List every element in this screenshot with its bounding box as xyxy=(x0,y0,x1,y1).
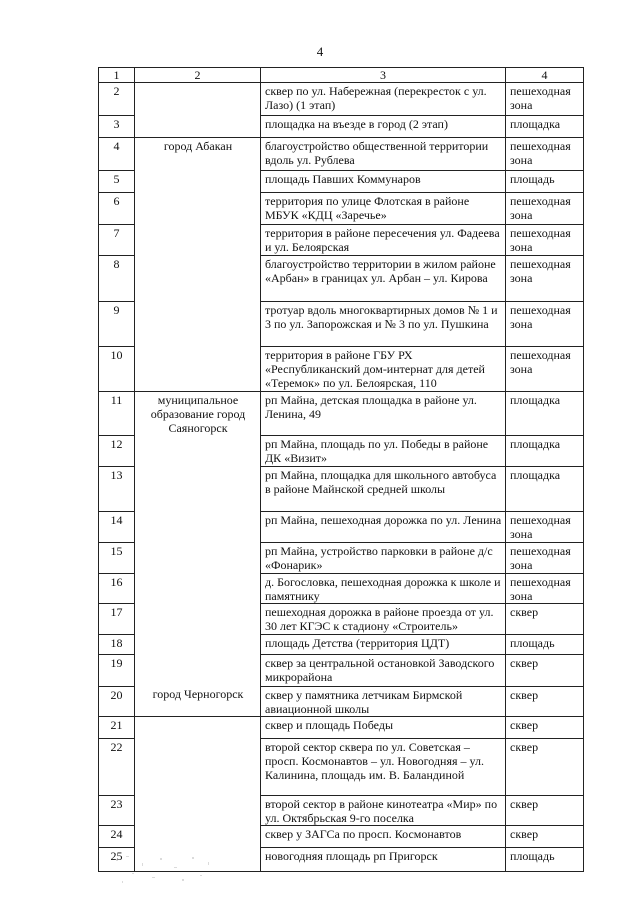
table-row xyxy=(99,466,584,511)
row-type: пешеходная зона xyxy=(506,542,584,573)
row-type: пешеходная зона xyxy=(506,302,584,347)
row-description: территория в районе ГБУ РХ «Республиканский дом-интернат для детей «Теремок» по ул. Белоярская, 110 xyxy=(261,347,506,392)
header-col-1: 1 xyxy=(99,68,135,83)
objects-table xyxy=(98,67,584,872)
row-description: рп Майна, детская площадка в районе ул. Ленина, 49 xyxy=(261,392,506,436)
table-row xyxy=(99,654,584,686)
row-type: площадь xyxy=(506,634,584,654)
row-number: 19 xyxy=(99,654,135,686)
row-description: рп Майна, площадь по ул. Победы в районе ДК «Визит» xyxy=(261,435,506,466)
row-description: второй сектор в районе кинотеатра «Мир» по ул. Октябрьская 9-го поселка xyxy=(261,795,506,825)
row-type: пешеходная зона xyxy=(506,193,584,225)
row-type: сквер xyxy=(506,654,584,686)
row-description: сквер у памятника летчикам Бирмской авиационной школы xyxy=(261,686,506,716)
row-location xyxy=(135,542,261,573)
table-row xyxy=(99,511,584,542)
row-location xyxy=(135,193,261,225)
row-number: 17 xyxy=(99,603,135,634)
row-number: 3 xyxy=(99,116,135,138)
row-description: территория в районе пересечения ул. Фадеева и ул. Белоярская xyxy=(261,225,506,256)
row-description: новогодняя площадь рп Пригорск xyxy=(261,847,506,871)
table-row xyxy=(99,193,584,225)
table-body xyxy=(99,83,584,872)
table-row xyxy=(99,225,584,256)
row-number: 2 xyxy=(99,83,135,116)
table-row xyxy=(99,392,584,436)
row-description: благоустройство общественной территории вдоль ул. Рублева xyxy=(261,138,506,171)
header-row xyxy=(99,68,584,83)
row-number: 23 xyxy=(99,795,135,825)
table-row xyxy=(99,573,584,603)
table-row xyxy=(99,435,584,466)
row-location: муниципальное образование город Саяногорск xyxy=(135,392,261,436)
row-number: 7 xyxy=(99,225,135,256)
row-location xyxy=(135,573,261,603)
row-location: город Абакан xyxy=(135,138,261,171)
row-type: сквер xyxy=(506,716,584,738)
row-location xyxy=(135,634,261,654)
row-description: пешеходная дорожка в районе проезда от ул. 30 лет КГЭС к стадиону «Строитель» xyxy=(261,603,506,634)
row-location xyxy=(135,466,261,511)
row-number: 4 xyxy=(99,138,135,171)
table-row xyxy=(99,603,584,634)
row-description: сквер у ЗАГСа по просп. Космонавтов xyxy=(261,825,506,847)
table-row xyxy=(99,256,584,302)
row-number: 18 xyxy=(99,634,135,654)
row-type: сквер xyxy=(506,738,584,795)
row-type: площадка xyxy=(506,392,584,436)
header-col-3: 3 xyxy=(261,68,506,83)
row-number: 25 xyxy=(99,847,135,871)
row-type: пешеходная зона xyxy=(506,225,584,256)
row-description: второй сектор сквера по ул. Советская – просп. Космонавтов – ул. Новогодняя – ул. Калинина, площадь им. В. Баландиной xyxy=(261,738,506,795)
table-row xyxy=(99,138,584,171)
row-type: сквер xyxy=(506,603,584,634)
row-type: площадка xyxy=(506,435,584,466)
table-row xyxy=(99,795,584,825)
header-col-2: 2 xyxy=(135,68,261,83)
row-type: пешеходная зона xyxy=(506,256,584,302)
row-location: город Черногорск xyxy=(135,686,261,716)
table-row xyxy=(99,738,584,795)
header-col-4: 4 xyxy=(506,68,584,83)
table-row xyxy=(99,302,584,347)
row-type: площадка xyxy=(506,116,584,138)
row-description: благоустройство территории в жилом районе «Арбан» в границах ул. Арбан – ул. Кирова xyxy=(261,256,506,302)
row-type: площадь xyxy=(506,847,584,871)
row-location xyxy=(135,654,261,686)
row-description: д. Богословка, пешеходная дорожка к школе и памятнику xyxy=(261,573,506,603)
row-location xyxy=(135,511,261,542)
row-type: сквер xyxy=(506,825,584,847)
row-type: площадь xyxy=(506,171,584,193)
row-number: 15 xyxy=(99,542,135,573)
row-description: сквер по ул. Набережная (перекресток с ул. Лазо) (1 этап) xyxy=(261,83,506,116)
row-location xyxy=(135,738,261,795)
table-row xyxy=(99,347,584,392)
row-type: пешеходная зона xyxy=(506,138,584,171)
row-location xyxy=(135,825,261,847)
row-description: сквер и площадь Победы xyxy=(261,716,506,738)
row-location xyxy=(135,347,261,392)
row-description: рп Майна, устройство парковки в районе д/с «Фонарик» xyxy=(261,542,506,573)
row-location xyxy=(135,171,261,193)
row-number: 14 xyxy=(99,511,135,542)
row-number: 9 xyxy=(99,302,135,347)
row-type: пешеходная зона xyxy=(506,573,584,603)
row-number: 24 xyxy=(99,825,135,847)
page-number: 4 xyxy=(316,44,324,59)
row-number: 13 xyxy=(99,466,135,511)
table-row xyxy=(99,116,584,138)
row-type: пешеходная зона xyxy=(506,511,584,542)
row-location xyxy=(135,116,261,138)
table-row xyxy=(99,634,584,654)
row-number: 6 xyxy=(99,193,135,225)
row-description: площадка на въезде в город (2 этап) xyxy=(261,116,506,138)
scan-stamp-residue xyxy=(112,853,222,887)
row-location xyxy=(135,716,261,738)
table-row xyxy=(99,825,584,847)
row-description: рп Майна, пешеходная дорожка по ул. Ленина xyxy=(261,511,506,542)
row-description: площадь Детства (территория ЦДТ) xyxy=(261,634,506,654)
row-description: территория по улице Флотская в районе МБУК «КДЦ «Заречье» xyxy=(261,193,506,225)
row-location xyxy=(135,795,261,825)
row-description: сквер за центральной остановкой Заводского микрорайона xyxy=(261,654,506,686)
row-number: 21 xyxy=(99,716,135,738)
row-location xyxy=(135,225,261,256)
row-location xyxy=(135,256,261,302)
row-number: 22 xyxy=(99,738,135,795)
table-row xyxy=(99,686,584,716)
row-number: 10 xyxy=(99,347,135,392)
table-row xyxy=(99,542,584,573)
row-number: 16 xyxy=(99,573,135,603)
row-description: тротуар вдоль многоквартирных домов № 1 и 3 по ул. Запорожская и № 3 по ул. Пушкина xyxy=(261,302,506,347)
row-number: 8 xyxy=(99,256,135,302)
table-row xyxy=(99,716,584,738)
row-number: 5 xyxy=(99,171,135,193)
row-description: площадь Павших Коммунаров xyxy=(261,171,506,193)
row-type: сквер xyxy=(506,795,584,825)
row-number: 20 xyxy=(99,686,135,716)
row-location xyxy=(135,435,261,466)
row-location xyxy=(135,83,261,116)
row-type: сквер xyxy=(506,686,584,716)
row-type: площадка xyxy=(506,466,584,511)
row-type: пешеходная зона xyxy=(506,347,584,392)
table-row xyxy=(99,171,584,193)
row-number: 11 xyxy=(99,392,135,436)
row-number: 12 xyxy=(99,435,135,466)
row-type: пешеходная зона xyxy=(506,83,584,116)
table-row xyxy=(99,83,584,116)
row-description: рп Майна, площадка для школьного автобуса в районе Майнской средней школы xyxy=(261,466,506,511)
row-location xyxy=(135,603,261,634)
row-location xyxy=(135,302,261,347)
